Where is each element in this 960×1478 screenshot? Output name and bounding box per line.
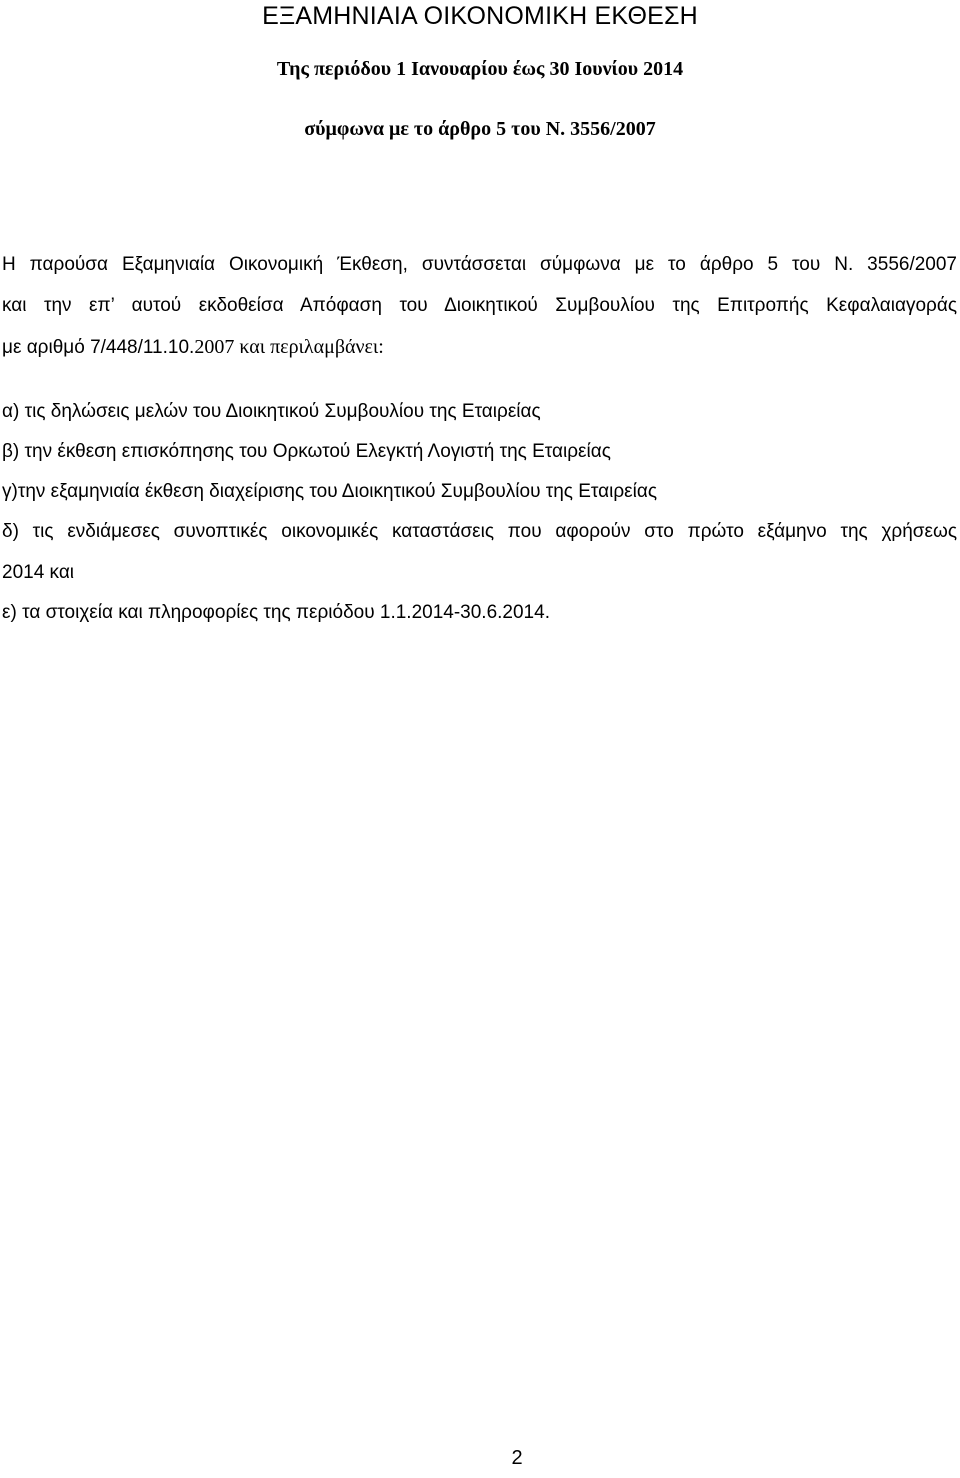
list-item-b: β) την έκθεση επισκόπησης του Ορκωτού Ελεγκτή Λογιστή της Εταιρείας xyxy=(2,441,611,462)
list-item-d-line-1: δ) τις ενδιάμεσες συνοπτικές οικονομικές καταστάσεις που αφορούν στο πρώτο εξάμηνο της χρήσεως xyxy=(2,521,957,542)
list-item-a: α) τις δηλώσεις μελών του Διοικητικού Συμβουλίου της Εταιρείας xyxy=(2,401,541,422)
intro-line-1: Η παρούσα Εξαμηνιαία Οικονομική Έκθεση, συντάσσεται σύμφωνα με το άρθρο 5 του Ν. 3556/2007 xyxy=(2,254,957,275)
list-item-e: ε) τα στοιχεία και πληροφορίες της περιόδου 1.1.2014-30.6.2014. xyxy=(2,602,550,623)
intro-line-3-prefix: με αριθμό 7/448/11.10. xyxy=(2,337,195,358)
intro-line-3-suffix: 2007 και περιλαμβάνει: xyxy=(194,336,384,358)
period-subtitle: Της περιόδου 1 Ιανουαρίου έως 30 Ιουνίου 2014 xyxy=(276,58,684,80)
list-item-d-line-2: 2014 και xyxy=(2,562,75,583)
list-item-c: γ)την εξαμηνιαία έκθεση διαχείρισης του Διοικητικού Συμβουλίου της Εταιρείας xyxy=(2,481,657,502)
report-title: ΕΞΑΜΗΝΙΑΙΑ ΟΙΚΟΝΟΜΙΚΗ ΕΚΘΕΣΗ xyxy=(262,2,698,30)
intro-line-2: και την επ’ αυτού εκδοθείσα Απόφαση του Διοικητικού Συμβουλίου της Επιτροπής Κεφαλαιαγοράς xyxy=(2,295,957,316)
page-number: 2 xyxy=(511,1447,523,1469)
law-subtitle: σύμφωνα με το άρθρο 5 του Ν. 3556/2007 xyxy=(304,118,656,140)
intro-line-3 xyxy=(2,335,384,360)
